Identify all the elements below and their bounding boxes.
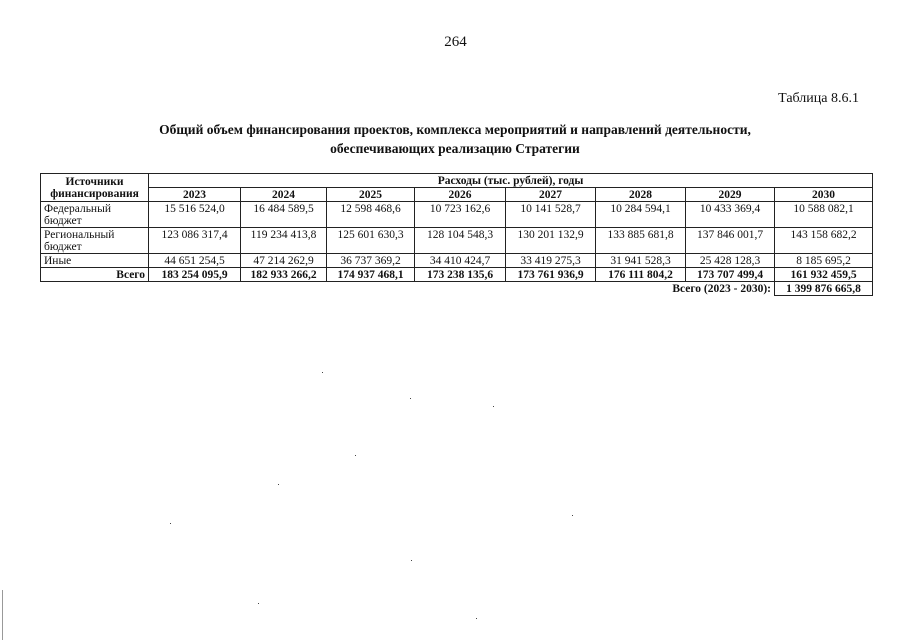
title-line-2: обеспечивающих реализацию Стратегии <box>330 141 580 156</box>
table-cell: 36 737 369,2 <box>327 254 415 268</box>
table-cell: 47 214 262,9 <box>241 254 327 268</box>
table-row-regional <box>41 228 873 254</box>
row-label: Иные <box>41 254 149 268</box>
scan-speck <box>258 603 259 604</box>
table-cell: 10 588 082,1 <box>775 202 873 228</box>
table-cell: 15 516 524,0 <box>149 202 241 228</box>
scan-speck <box>278 484 279 485</box>
table-cell: 128 104 548,3 <box>415 228 506 254</box>
total-cell: 161 932 459,5 <box>775 268 873 282</box>
total-cell: 173 761 936,9 <box>506 268 596 282</box>
table-cell: 34 410 424,7 <box>415 254 506 268</box>
scan-speck <box>572 515 573 516</box>
document-title <box>60 120 850 158</box>
row-label: Региональный бюджет <box>41 228 149 254</box>
year-header: 2029 <box>686 188 775 202</box>
table-row-other <box>41 254 873 268</box>
title-line-1: Общий объем финансирования проектов, комплекса мероприятий и направлений деятельности, <box>159 122 751 137</box>
table-cell: 31 941 528,3 <box>596 254 686 268</box>
year-header: 2030 <box>775 188 873 202</box>
table-cell: 10 284 594,1 <box>596 202 686 228</box>
table-cell: 33 419 275,3 <box>506 254 596 268</box>
expenses-header: Расходы (тыс. рублей), годы <box>149 174 873 188</box>
financing-table <box>40 173 873 296</box>
table-row-total <box>41 268 873 282</box>
total-cell: 173 707 499,4 <box>686 268 775 282</box>
scan-speck <box>476 618 477 619</box>
total-label: Всего <box>41 268 149 282</box>
table-cell: 10 141 528,7 <box>506 202 596 228</box>
year-header: 2024 <box>241 188 327 202</box>
table-cell: 44 651 254,5 <box>149 254 241 268</box>
year-header: 2025 <box>327 188 415 202</box>
header-row-1 <box>41 174 873 188</box>
table-cell: 16 484 589,5 <box>241 202 327 228</box>
total-cell: 174 937 468,1 <box>327 268 415 282</box>
scan-speck <box>170 523 171 524</box>
grand-total-value: 1 399 876 665,8 <box>775 282 873 296</box>
source-header: Источники финансирования <box>41 174 149 202</box>
year-header: 2026 <box>415 188 506 202</box>
grand-total-label: Всего (2023 - 2030): <box>41 282 775 296</box>
total-cell: 182 933 266,2 <box>241 268 327 282</box>
header-row-years <box>41 188 873 202</box>
page-number: 264 <box>444 34 467 50</box>
table-cell: 130 201 132,9 <box>506 228 596 254</box>
year-header: 2027 <box>506 188 596 202</box>
table-cell: 10 723 162,6 <box>415 202 506 228</box>
year-header: 2023 <box>149 188 241 202</box>
table-cell: 123 086 317,4 <box>149 228 241 254</box>
total-cell: 183 254 095,9 <box>149 268 241 282</box>
table-cell: 25 428 128,3 <box>686 254 775 268</box>
table-cell: 119 234 413,8 <box>241 228 327 254</box>
scan-speck <box>411 560 412 561</box>
table-label: Таблица 8.6.1 <box>778 91 859 106</box>
table-cell: 12 598 468,6 <box>327 202 415 228</box>
scan-speck <box>355 455 356 456</box>
table-cell: 143 158 682,2 <box>775 228 873 254</box>
table-cell: 137 846 001,7 <box>686 228 775 254</box>
year-header: 2028 <box>596 188 686 202</box>
scan-speck <box>410 398 411 399</box>
table-cell: 8 185 695,2 <box>775 254 873 268</box>
table-cell: 10 433 369,4 <box>686 202 775 228</box>
table-cell: 125 601 630,3 <box>327 228 415 254</box>
scan-edge-line <box>2 590 3 640</box>
row-label: Федеральный бюджет <box>41 202 149 228</box>
total-cell: 176 111 804,2 <box>596 268 686 282</box>
total-cell: 173 238 135,6 <box>415 268 506 282</box>
scan-speck <box>493 406 494 407</box>
scan-speck <box>322 372 323 373</box>
table-row-federal <box>41 202 873 228</box>
table-cell: 133 885 681,8 <box>596 228 686 254</box>
table-row-grand-total <box>41 282 873 296</box>
